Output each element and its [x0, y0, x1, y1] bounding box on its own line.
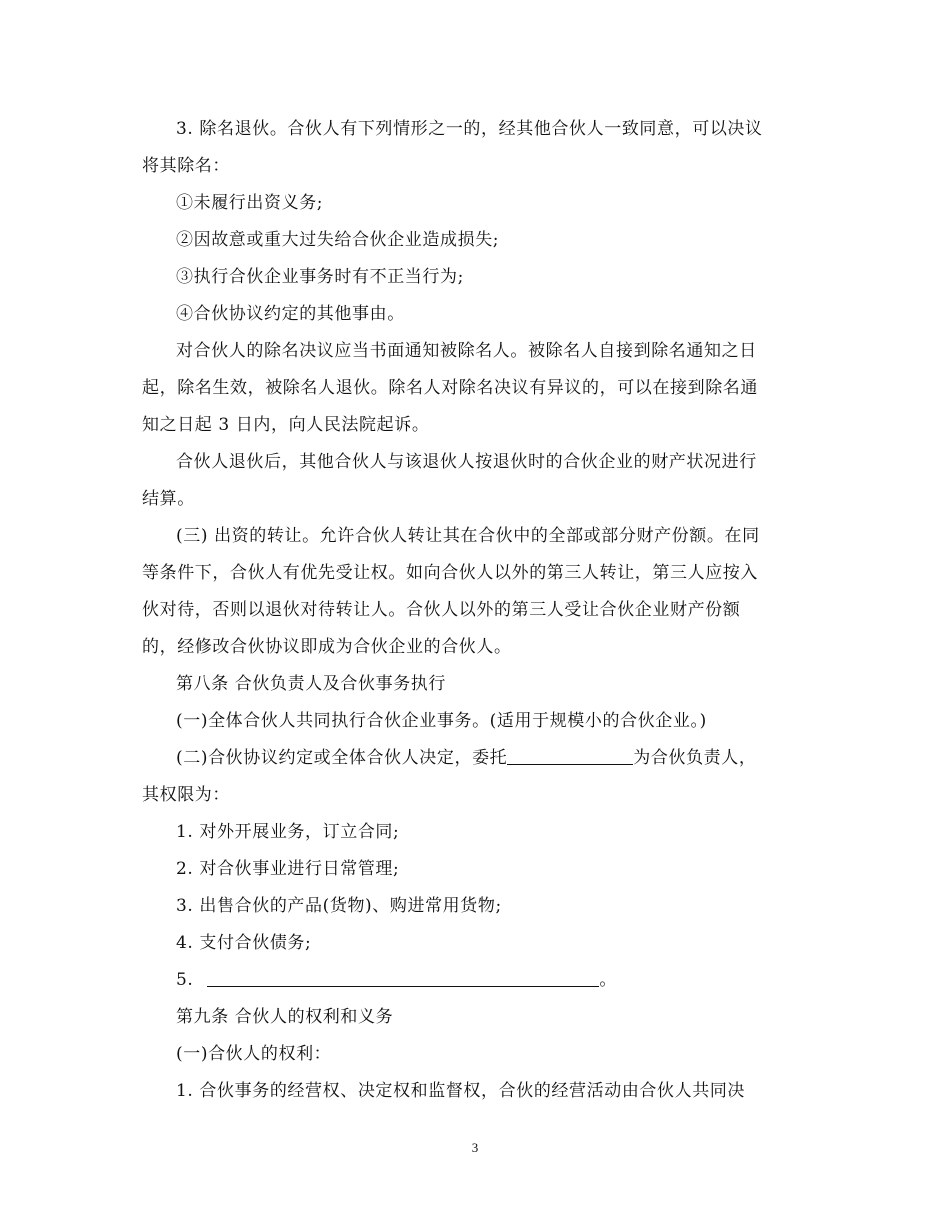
paragraph-line: (三) 出资的转让。允许合伙人转让其在合伙中的全部或部分财产份额。在同: [176, 526, 760, 546]
entrust-line: [176, 747, 846, 769]
entrust-text-after: 为合伙负责人，: [633, 748, 757, 768]
paragraph-line: 将其除名：: [142, 156, 230, 176]
item-suffix: 。: [599, 970, 618, 990]
list-item: ④合伙协议约定的其他事由。: [176, 304, 405, 324]
list-item: ②因故意或重大过失给合伙企业造成损失;: [176, 230, 500, 250]
fill-in-blank: [207, 970, 599, 987]
list-item: 3. 出售合伙的产品(货物)、购进常用货物;: [176, 896, 502, 916]
entrust-text-before: (二)合伙协议约定或全体合伙人决定，委托: [176, 748, 508, 768]
paragraph-line: (一)全体合伙人共同执行合伙企业事务。(适用于规模小的合伙企业。): [176, 711, 707, 731]
paragraph-line: 知之日起 3 日内，向人民法院起诉。: [142, 415, 430, 435]
paragraph-line: 3. 除名退伙。合伙人有下列情形之一的，经其他合伙人一致同意，可以决议: [176, 119, 763, 139]
paragraph-line: 伙对待，否则以退伙对待转让人。合伙人以外的第三人受让合伙企业财产份额: [142, 600, 741, 620]
paragraph-line: 结算。: [142, 489, 195, 509]
list-item: 1. 合伙事务的经营权、决定权和监督权，合伙的经营活动由合伙人共同决: [176, 1081, 746, 1101]
item-number: 5.: [176, 970, 194, 990]
list-item: 1. 对外开展业务，订立合同;: [176, 822, 400, 842]
paragraph-line: 的，经修改合伙协议即成为合伙企业的合伙人。: [142, 637, 512, 657]
list-item: ①未履行出资义务;: [176, 193, 324, 213]
section-heading: 第八条 合伙负责人及合伙事务执行: [176, 674, 447, 694]
section-heading: 第九条 合伙人的权利和义务: [176, 1007, 394, 1027]
paragraph-line: 对合伙人的除名决议应当书面通知被除名人。被除名人自接到除名通知之日: [176, 341, 757, 361]
list-item: 2. 对合伙事业进行日常管理;: [176, 859, 400, 879]
fill-in-blank: [507, 748, 633, 765]
paragraph-line: (一)合伙人的权利：: [176, 1044, 332, 1064]
paragraph-line: 等条件下，合伙人有优先受让权。如向合伙人以外的第三人转让，第三人应按入: [142, 563, 758, 583]
page-number: 3: [471, 1140, 479, 1155]
paragraph-line: 合伙人退伙后，其他合伙人与该退伙人按退伙时的合伙企业的财产状况进行: [176, 452, 757, 472]
paragraph-line: 起，除名生效，被除名人退伙。除名人对除名决议有异议的，可以在接到除名通: [142, 378, 758, 398]
list-item: 4. 支付合伙债务;: [176, 933, 312, 953]
list-item: [176, 969, 846, 991]
paragraph-line: 其权限为：: [142, 785, 230, 805]
list-item: ③执行合伙企业事务时有不正当行为;: [176, 267, 464, 287]
